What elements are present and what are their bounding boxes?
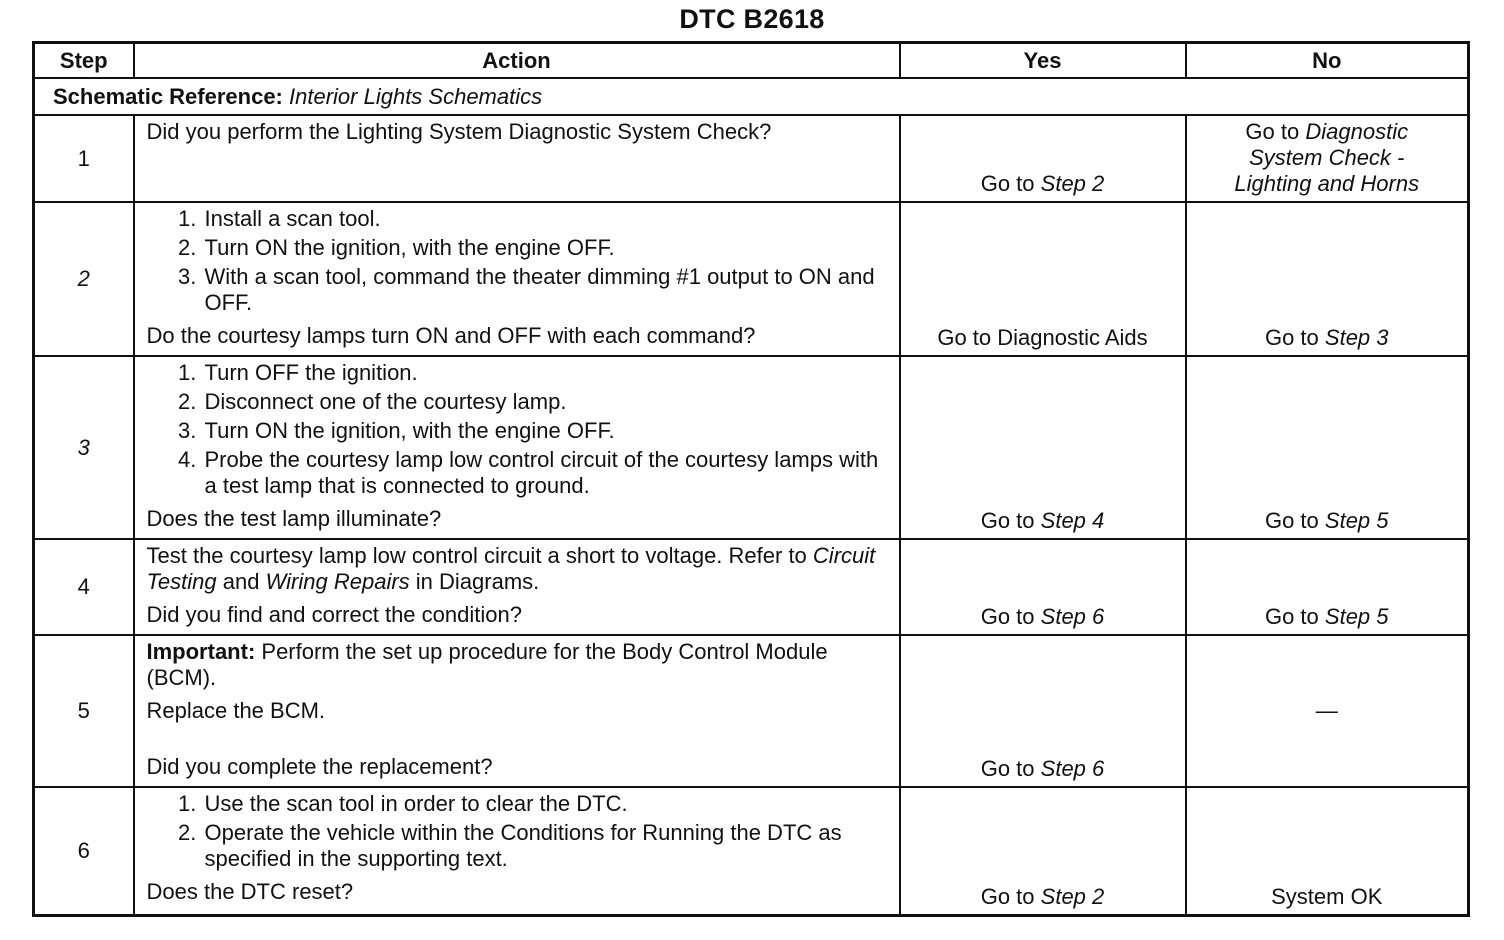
- schematic-reference: [34, 78, 1469, 115]
- important-text: Perform the set up procedure for the Body Control Module (BCM).: [146, 639, 828, 690]
- circuit-testing-link[interactable]: Circuit Testing: [146, 543, 876, 594]
- goto-step-link[interactable]: Step 5: [1324, 604, 1389, 629]
- important-label: Important:: [146, 639, 256, 664]
- table-row: [34, 356, 1469, 539]
- list-item: 3. Turn ON the ignition, with the engine OFF.: [203, 418, 887, 444]
- list-item: 1. Use the scan tool in order to clear the DTC.: [203, 791, 887, 817]
- diagrams-link[interactable]: Diagrams.: [439, 569, 540, 594]
- table-row: [34, 539, 1469, 635]
- goto-step-link[interactable]: Step 4: [1040, 508, 1105, 533]
- goto-step-link[interactable]: Step 3: [1324, 325, 1389, 350]
- action-cell: [134, 539, 900, 635]
- table-row: [34, 635, 1469, 787]
- step-number: 1: [34, 115, 134, 202]
- action-cell: [134, 202, 900, 356]
- goto-step-link[interactable]: Step 6: [1040, 604, 1105, 629]
- action-list: [147, 206, 887, 316]
- list-item: 3. With a scan tool, command the theater dimming #1 output to ON and OFF.: [203, 264, 887, 316]
- step-number: 6: [34, 787, 134, 915]
- wiring-repairs-link[interactable]: Wiring Repairs: [265, 569, 410, 594]
- yes-cell: [900, 787, 1186, 915]
- action-cell: [134, 787, 900, 915]
- yes-cell: [900, 115, 1186, 202]
- action-text: Test the courtesy lamp low control circuit a short to voltage. Refer to: [146, 543, 807, 568]
- yes-cell: [900, 539, 1186, 635]
- step-number: 3: [34, 356, 134, 539]
- yes-cell: [900, 356, 1186, 539]
- yes-cell: [900, 635, 1186, 787]
- list-item: 4. Probe the courtesy lamp low control circuit of the courtesy lamps with a test lamp that is connected to ground.: [203, 447, 887, 499]
- goto-step-link[interactable]: Step 5: [1324, 508, 1389, 533]
- schematic-label: Schematic Reference:: [53, 83, 283, 109]
- action-question: Did you complete the replacement?: [146, 754, 493, 779]
- goto-step-link[interactable]: Step 2: [1040, 171, 1105, 196]
- no-cell: [1186, 356, 1469, 539]
- goto-prefix: Go to: [980, 604, 1035, 629]
- table-row: [34, 787, 1469, 915]
- dtc-table: [32, 41, 1470, 917]
- header-step: Step: [34, 43, 134, 79]
- action-text-and: and: [222, 569, 260, 594]
- action-question: Does the test lamp illuminate?: [146, 506, 442, 531]
- goto-diagnostic-link-line2[interactable]: System Check -: [1249, 145, 1405, 170]
- goto-step-link[interactable]: Step 2: [1040, 883, 1105, 909]
- goto-prefix: Go to: [980, 508, 1035, 533]
- no-cell: [1186, 635, 1469, 787]
- header-action: Action: [134, 43, 900, 79]
- goto-prefix: Go to: [980, 883, 1035, 909]
- no-cell: [1186, 787, 1469, 915]
- goto-diagnostic-aids-link[interactable]: Go to Diagnostic Aids: [937, 325, 1148, 350]
- no-cell: [1186, 115, 1469, 202]
- goto-prefix: Go to: [1245, 119, 1300, 144]
- list-item: 1. Install a scan tool.: [203, 206, 887, 232]
- action-question: Does the DTC reset?: [146, 879, 354, 904]
- action-cell: [134, 356, 900, 539]
- header-yes: Yes: [900, 43, 1186, 79]
- action-cell: [134, 115, 900, 202]
- goto-prefix: Go to: [980, 756, 1035, 781]
- header-row: [34, 43, 1469, 79]
- list-item: 2. Disconnect one of the courtesy lamp.: [203, 389, 887, 415]
- step-number: 2: [34, 202, 134, 356]
- action-instruction: Replace the BCM.: [146, 698, 326, 723]
- step-number: 4: [34, 539, 134, 635]
- goto-prefix: Go to: [1264, 604, 1319, 629]
- no-cell: [1186, 202, 1469, 356]
- no-cell: [1186, 539, 1469, 635]
- not-applicable-dash: —: [1315, 698, 1338, 723]
- action-question: Did you find and correct the condition?: [146, 602, 522, 627]
- action-cell: [134, 635, 900, 787]
- goto-diagnostic-link[interactable]: Diagnostic: [1305, 119, 1409, 144]
- list-item: 2. Turn ON the ignition, with the engine OFF.: [203, 235, 887, 261]
- schematic-row: [34, 78, 1469, 115]
- action-question: Do the courtesy lamps turn ON and OFF with each command?: [146, 323, 756, 348]
- action-question: Did you perform the Lighting System Diagnostic System Check?: [146, 119, 772, 144]
- action-list: [147, 791, 887, 872]
- action-text-in: in: [415, 569, 433, 594]
- goto-prefix: Go to: [1264, 508, 1319, 533]
- list-item: 2. Operate the vehicle within the Conditions for Running the DTC as specified in the supporting text.: [203, 820, 887, 872]
- action-list: [147, 360, 887, 499]
- document-title: DTC B2618: [679, 4, 825, 34]
- goto-prefix: Go to: [980, 171, 1035, 196]
- goto-prefix: Go to: [1264, 325, 1319, 350]
- yes-cell: [900, 202, 1186, 356]
- table-row: [34, 202, 1469, 356]
- list-item: 1. Turn OFF the ignition.: [203, 360, 887, 386]
- schematic-link[interactable]: Interior Lights Schematics: [289, 83, 543, 109]
- goto-step-link[interactable]: Step 6: [1040, 756, 1105, 781]
- goto-diagnostic-link-line3[interactable]: Lighting and Horns: [1234, 171, 1420, 196]
- header-no: No: [1186, 43, 1469, 79]
- table-row: [34, 115, 1469, 202]
- step-number: 5: [34, 635, 134, 787]
- system-ok-text: System OK: [1271, 883, 1383, 909]
